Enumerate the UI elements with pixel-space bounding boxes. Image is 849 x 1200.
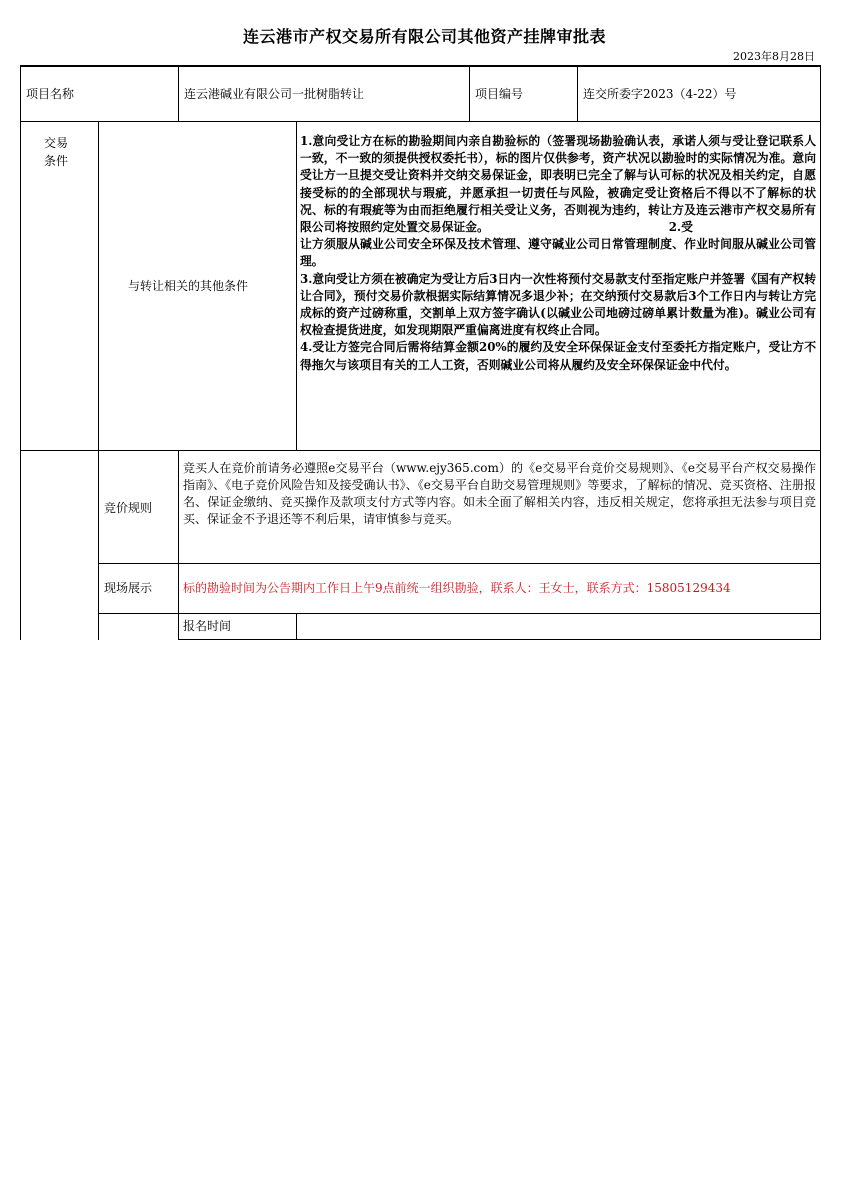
condition-item-3: 3.意向受让方须在被确定为受让方后3日内一次性将预付交易款支付至指定账户并签署《国有产权转让合同》，预付交易价款根据实际结算情况多退少补；在交纳预付交易款后3个工作日内与转让方完成标的资产过磅称重，交割单上双方签字确认(以碱业公司地磅过磅单累计数量为准)。碱业公司有权检查提货进度，如发现期限严重偏离进度有权终止合同。 bbox=[300, 271, 816, 338]
bidding-left-border bbox=[20, 450, 21, 640]
conditions-divider-b bbox=[296, 121, 297, 451]
conditions-section-label-2: 条件 bbox=[44, 154, 69, 168]
site-bottom-border bbox=[98, 613, 821, 614]
bidding-rules-label: 竞价规则 bbox=[104, 501, 153, 515]
row1-bottom-border bbox=[20, 121, 821, 122]
conditions-section-label-1: 交易 bbox=[44, 136, 69, 150]
conditions-sub-label: 与转让相关的其他条件 bbox=[128, 279, 249, 293]
conditions-text bbox=[300, 133, 816, 374]
conditions-divider-a bbox=[98, 121, 99, 451]
form-date: 2023年8月28日 bbox=[733, 50, 815, 63]
register-bottom-border bbox=[178, 639, 821, 640]
project-no-value: 连交所委字2023（4-22）号 bbox=[583, 87, 737, 101]
register-time-label: 报名时间 bbox=[183, 619, 232, 633]
rules-bottom-border bbox=[98, 563, 821, 564]
project-no-label: 项目编号 bbox=[475, 87, 524, 101]
conditions-left-border bbox=[20, 121, 21, 451]
condition-item-1: 1.意向受让方在标的勘验期间内亲自勘验标的（签署现场勘验确认表，承诺人须与受让登记联系人一致，不一致的须提供授权委托书），标的图片仅供参考，资产状况以勘验时的实际情况为准。意向受让方一旦提交受让资料并交纳交易保证金，即表明已完全了解与认可标的状况及相关约定，自愿接受标的的全部现状与瑕疵，并愿承担一切责任与风险，被确定受让资格后不得以不了解标的状况、标的有瑕疵等为由而拒绝履行相关受让义务，否则视为违约，转让方及连云港市产权交易所有限公司将按照约定处置交易保证金。 2.受 bbox=[300, 134, 816, 235]
conditions-bottom-border bbox=[20, 450, 821, 451]
table-left-border bbox=[20, 65, 21, 122]
project-name-value: 连云港碱业有限公司一批树脂转让 bbox=[184, 87, 365, 101]
bidding-rules-text: 竞买人在竞价前请务必遵照e交易平台（www.ejy365.com）的《e交易平台竞价交易规则》、《e交易平台产权交易操作指南》、《电子竞价风险告知及接受确认书》、《e交易平台自助交易管理规则》等要求，了解标的情况、竞买资格、注册报名、保证金缴纳、竞买操作及款项支付方式等内容。如未全面了解相关内容，违反相关规定，您将承担无法参与项目竞买、保证金不予退还等不利后果，请审慎参与竞买。 bbox=[183, 461, 816, 526]
site-display-label: 现场展示 bbox=[104, 581, 153, 595]
project-name-label: 项目名称 bbox=[26, 87, 75, 101]
table-top-border bbox=[20, 65, 821, 67]
bidding-right-border bbox=[820, 450, 821, 615]
page-title: 连云港市产权交易所有限公司其他资产挂牌审批表 bbox=[242, 27, 606, 46]
row1-divider-a bbox=[178, 65, 179, 122]
row1-divider-b bbox=[469, 65, 470, 122]
row1-divider-c bbox=[577, 65, 578, 122]
bidding-divider-a bbox=[98, 450, 99, 640]
register-divider bbox=[296, 613, 297, 640]
condition-item-2-prefix: 2.受 bbox=[668, 220, 693, 235]
condition-item-4: 4.受让方签完合同后需将结算金额20%的履约及安全环保保证金支付至委托方指定账户，受让方不得拖欠与该项目有关的工人工资，否则碱业公司将从履约及安全环保保证金中代付。 bbox=[300, 340, 816, 372]
site-display-text: 标的勘验时间为公告期内工作日上午9点前统一组织勘验，联系人：王女士，联系方式：15805129434 bbox=[183, 581, 731, 595]
register-right-border bbox=[820, 613, 821, 640]
bidding-divider-b bbox=[178, 450, 179, 640]
condition-item-2: 让方须服从碱业公司安全环保及技术管理、遵守碱业公司日常管理制度、作业时间服从碱业公司管理。 bbox=[300, 237, 816, 269]
table-right-border bbox=[820, 65, 821, 451]
